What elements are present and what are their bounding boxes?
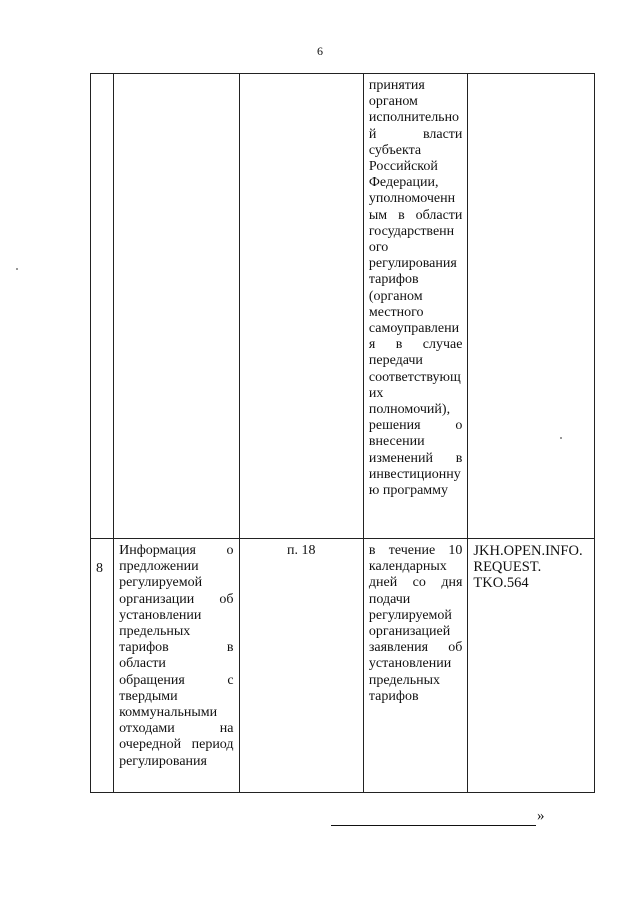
cell-text-line: органом — [368, 94, 418, 110]
cell-text-line: организации об — [119, 591, 234, 607]
cell-text-line: ого — [368, 240, 389, 256]
cell-text-line: й власти — [368, 126, 463, 142]
cell-text-line: принятия — [368, 78, 425, 93]
cell-text-line: предельных — [368, 672, 441, 688]
cell-text-line: твердыми — [119, 688, 178, 704]
cell-text-line: (органом — [368, 288, 423, 304]
cell-text-line: установлении — [368, 656, 452, 672]
cell-reference: п. 18 — [239, 539, 363, 793]
closing-quote: » — [537, 808, 545, 824]
signature-line — [331, 811, 536, 826]
cell-text-line: заявления об — [368, 640, 463, 656]
cell-text-line: дней со дня — [368, 575, 463, 591]
page-number: 6 — [317, 44, 323, 58]
cell-text-line: самоуправлени — [368, 321, 460, 337]
cell-text-line: регулируемой — [368, 607, 452, 623]
cell-text-line: я в случае — [368, 337, 463, 353]
cell-text-line: области — [119, 656, 166, 672]
cell-text-line: регулируемой — [119, 575, 203, 591]
cell-text-line: полномочий), — [368, 402, 451, 418]
cell-text-line: установлении — [119, 607, 202, 623]
cell-text-line: уполномоченн — [368, 191, 456, 207]
scan-speck — [560, 437, 562, 439]
cell-text-line: тарифов — [368, 272, 419, 288]
cell-text-line: ым в области — [368, 207, 463, 223]
table-row-8 — [91, 539, 595, 793]
scan-speck — [16, 268, 18, 270]
cell-text-line: организацией — [368, 624, 451, 640]
cell-text-line: внесении — [368, 434, 425, 450]
cell-text-line: государственн — [368, 223, 455, 239]
cell-reference-empty — [239, 74, 363, 539]
cell-text-line: Российской — [368, 159, 438, 175]
cell-text-line: коммунальными — [119, 705, 218, 721]
cell-text-line: изменений в — [368, 450, 463, 466]
cell-text-line: инвестиционну — [368, 466, 461, 482]
cell-number-empty — [91, 74, 114, 539]
cell-text-line: подачи — [368, 591, 411, 607]
cell-text-line: REQUEST. — [473, 559, 542, 576]
cell-term-continuation — [363, 74, 468, 539]
cell-text-line: ю программу — [368, 483, 449, 499]
table-row-continuation — [91, 74, 595, 539]
cell-number: 8 — [91, 539, 114, 793]
cell-term — [363, 539, 468, 793]
cell-description-empty — [114, 74, 239, 539]
cell-text-line: JKH.OPEN.INFO. — [473, 543, 583, 559]
cell-text-line: регулирования — [119, 753, 207, 769]
cell-text-line: календарных — [368, 559, 447, 575]
cell-text-line: регулирования — [368, 256, 457, 272]
document-table — [90, 73, 595, 793]
cell-text-line: в течение 10 — [368, 543, 463, 558]
cell-text-line: исполнительно — [368, 110, 460, 126]
cell-text-line: их — [368, 385, 384, 401]
cell-text-line: TKO.564 — [473, 575, 529, 592]
cell-text-line: передачи — [368, 353, 423, 369]
cell-text-line: обращения с — [119, 672, 234, 688]
cell-code-empty — [468, 74, 595, 539]
cell-text-line: предложении — [119, 559, 199, 575]
cell-text-line: отходами на — [119, 721, 234, 737]
cell-text-line: Информация о — [119, 543, 234, 558]
cell-text-line: очередной период — [119, 737, 234, 753]
cell-code — [468, 539, 595, 793]
cell-text-line: тарифов — [368, 688, 419, 704]
cell-text-line: соответствующ — [368, 369, 461, 385]
cell-text-line: решения о — [368, 418, 463, 434]
cell-text-line: тарифов в — [119, 640, 234, 656]
cell-text-line: Федерации, — [368, 175, 439, 191]
cell-text-line: субъекта — [368, 142, 422, 158]
cell-text-line: местного — [368, 304, 424, 320]
cell-description — [114, 539, 239, 793]
cell-text-line: предельных — [119, 624, 191, 640]
